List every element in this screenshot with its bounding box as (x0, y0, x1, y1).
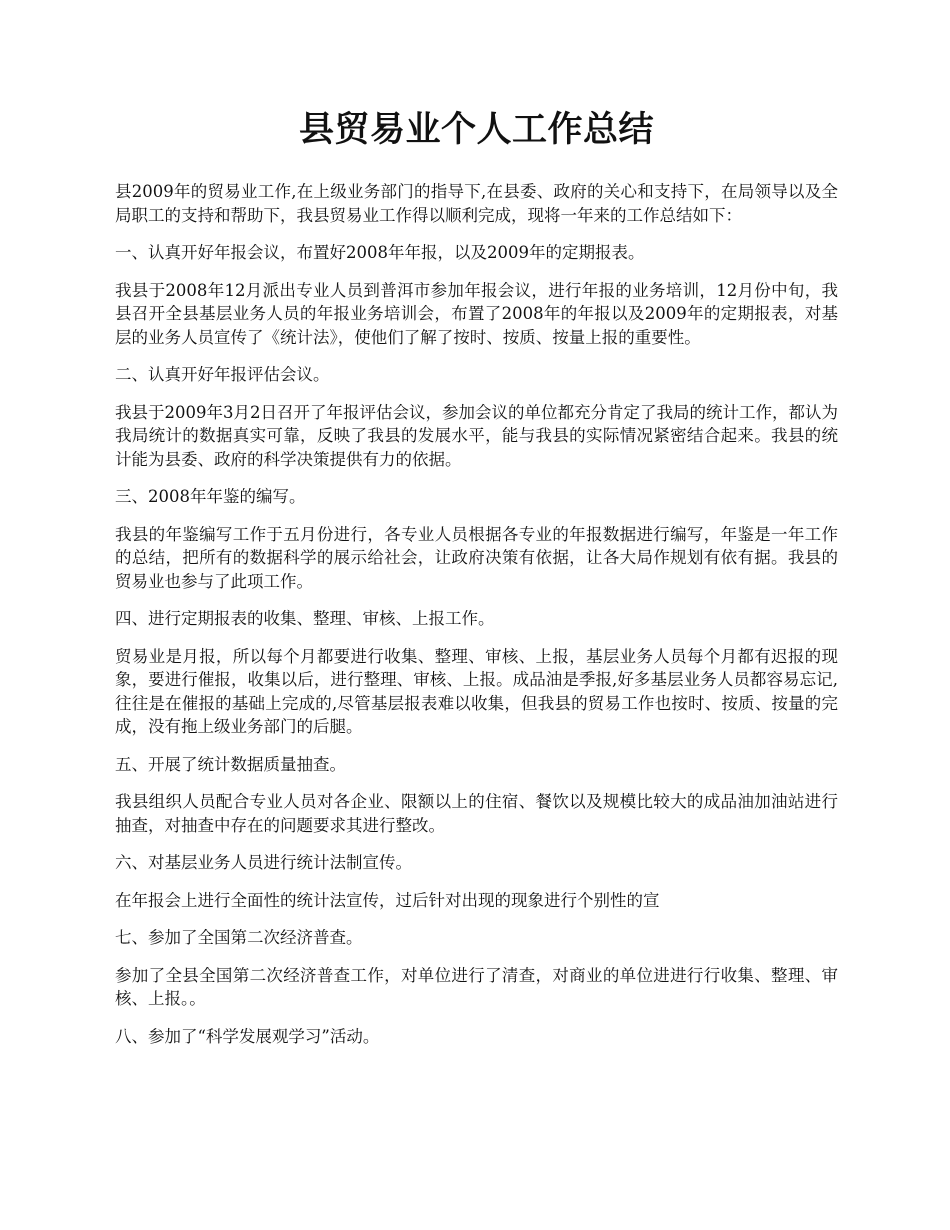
section-5-heading: 五、开展了统计数据质量抽查。 (115, 754, 346, 774)
section-5-body: 我县组织人员配合专业人员对各企业、限额以上的住宿、餐饮以及规模比较大的成品油加油站进行抽查，对抽查中存在的问题要求其进行整改。 (115, 792, 838, 835)
section-2-body: 我县于2009年3月2日召开了年报评估会议，参加会议的单位都充分肯定了我局的统计工作，都认为我局统计的数据真实可靠，反映了我县的发展水平，能与我县的实际情况紧密结合起来。我县的统计能为县委、政府的科学决策提供有力的依据。 (115, 402, 838, 469)
section-4-body: 贸易业是月报，所以每个月都要进行收集、整理、审核、上报，基层业务人员每个月都有迟报的现象，要进行催报，收集以后，进行整理、审核、上报。成品油是季报,好多基层业务人员都容易忘记,往往是在催报的基础上完成的,尽管基层报表难以收集，但我县的贸易工作也按时、按质、按量的完成，没有拖上级业务部门的后腿。 (115, 646, 838, 736)
section-6-body: 在年报会上进行全面性的统计法宣传，过后针对出现的现象进行个别性的宣 (115, 890, 660, 910)
section-1-body: 我县于2008年12月派出专业人员到普洱市参加年报会议，进行年报的业务培训，12月份中旬，我县召开全县基层业务人员的年报业务培训会，布置了2008年的年报以及2009年的定期报表，对基层的业务人员宣传了《统计法》，使他们了解了按时、按质、按量上报的重要性。 (115, 280, 838, 347)
section-4-heading: 四、进行定期报表的收集、整理、审核、上报工作。 (115, 609, 495, 628)
section-6-heading: 六、对基层业务人员进行统计法制宣传。 (115, 853, 412, 872)
section-7-body: 参加了全县全国第二次经济普查工作，对单位进行了清查，对商业的单位进进行行收集、整理、审核、上报。。 (115, 965, 838, 1008)
section-8-heading: 八、参加了“科学发展观学习”活动。 (115, 1026, 380, 1046)
document-title: 县贸易业个人工作总结 (298, 109, 654, 150)
section-7-heading: 七、参加了全国第二次经济普查。 (115, 928, 363, 947)
intro-paragraph: 县2009年的贸易业工作,在上级业务部门的指导下,在县委、政府的关心和支持下，在局领导以及全局职工的支持和帮助下，我县贸易业工作得以顺利完成，现将一年来的工作总结如下： (115, 182, 838, 225)
section-3-heading: 三、2008年年鉴的编写。 (115, 487, 306, 506)
section-2-heading: 二、认真开好年报评估会议。 (115, 365, 330, 384)
section-3-body: 我县的年鉴编写工作于五月份进行，各专业人员根据各专业的年报数据进行编写，年鉴是一年工作的总结，把所有的数据科学的展示给社会，让政府决策有依据，让各大局作规划有依有据。我县的贸易业也参与了此项工作。 (115, 524, 838, 591)
section-1-heading: 一、认真开好年报会议，布置好2008年年报，以及2009年的定期报表。 (115, 243, 645, 262)
